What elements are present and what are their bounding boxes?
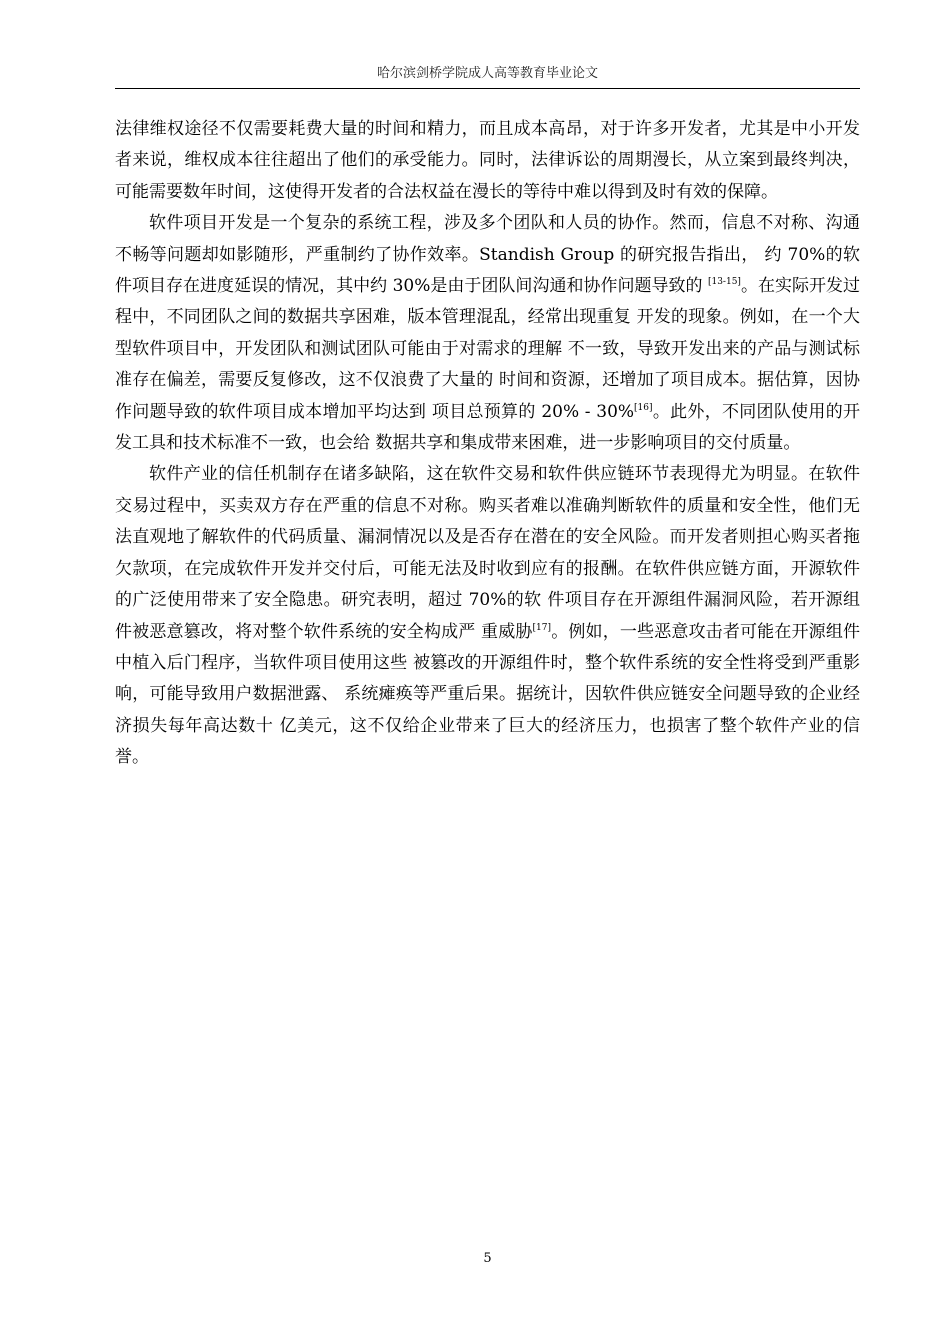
paragraph: [115, 208, 860, 459]
page-number-text: 5: [483, 1251, 492, 1266]
paragraph-text: 软件产业的信任机制存在诸多缺陷，这在软件交易和软件供应链环节表现得尤为明显。在软件交易过程中，买卖双方存在严重的信息不对称。购买者难以准确判断软件的质量和安全性，他们无法直观地了解软件的代码质量、漏洞情况以及是否存在潜在的安全风险。而开发者则担心购买者拖欠款项，在完成软件开发并交付后，可能无法及时收到应有的报酬。在软件供应链方面，开源软件的广泛使用带来了安全隐患。研究表明，超过 70%的软 件项目存在开源组件漏洞风险，若开源组件被恶意篡改，将对整个软件系统的安全构成严 重威胁: [115, 464, 860, 642]
paragraph: [115, 459, 860, 773]
body-text: [115, 114, 860, 774]
citation-marker: [17]: [532, 622, 552, 633]
citation-marker: [13-15]: [707, 277, 741, 288]
paragraph-text: 。此外，不同团队使用的开发工具和技术标准不一致，也会给 数据共享和集成带来困难，进一步影响项目的交付质量。: [115, 401, 861, 454]
paragraph-text: 。在实际开发过程中，不同团队之间的数据共享困难，版本管理混乱，经常出现重复 开发的现象。例如，在一个大型软件项目中，开发团队和测试团队可能由于对需求的理解 不一致，导致开发出来的产品与测试标准存在偏差，需要反复修改，这不仅浪费了大量的 时间和资源，还增加了项目成本。据估算，因协作问题导致的软件项目成本增加平均达到 项目总预算的 20% - 30%: [115, 276, 861, 422]
header-title: 哈尔滨剑桥学院成人高等教育毕业论文: [376, 66, 598, 81]
citation-marker: [16]: [634, 402, 653, 413]
paragraph-text: 。例如，一些恶意攻击者可能在开源组件中植入后门程序，当软件项目使用这些 被篡改的开源组件时，整个软件系统的安全性将受到严重影响，可能导致用户数据泄露、 系统瘫痪等严重后果。据统计，因软件供应链安全问题导致的企业经济损失每年高达数十 亿美元，这不仅给企业带来了巨大的经济压力，也损害了整个软件产业的信誉。: [115, 621, 861, 768]
paragraph-text: 软件项目开发是一个复杂的系统工程，涉及多个团队和人员的协作。然而，信息不对称、沟通不畅等问题却如影随形，严重制约了协作效率。Standish Group 的研究报告指出， 约 70%的软件项目存在进度延误的情况，其中约 30%是由于团队间沟通和协作问题导致的: [115, 213, 860, 297]
paragraph: [115, 114, 860, 208]
page-number: [0, 1250, 950, 1268]
paragraph-text: 法律维权途径不仅需要耗费大量的时间和精力，而且成本高昂，对于许多开发者，尤其是中小开发者来说，维权成本往往超出了他们的承受能力。同时，法律诉讼的周期漫长，从立案到最终判决，可能需要数年时间，这使得开发者的合法权益在漫长的等待中难以得到及时有效的保障。: [115, 119, 860, 202]
page-header: [115, 64, 860, 89]
